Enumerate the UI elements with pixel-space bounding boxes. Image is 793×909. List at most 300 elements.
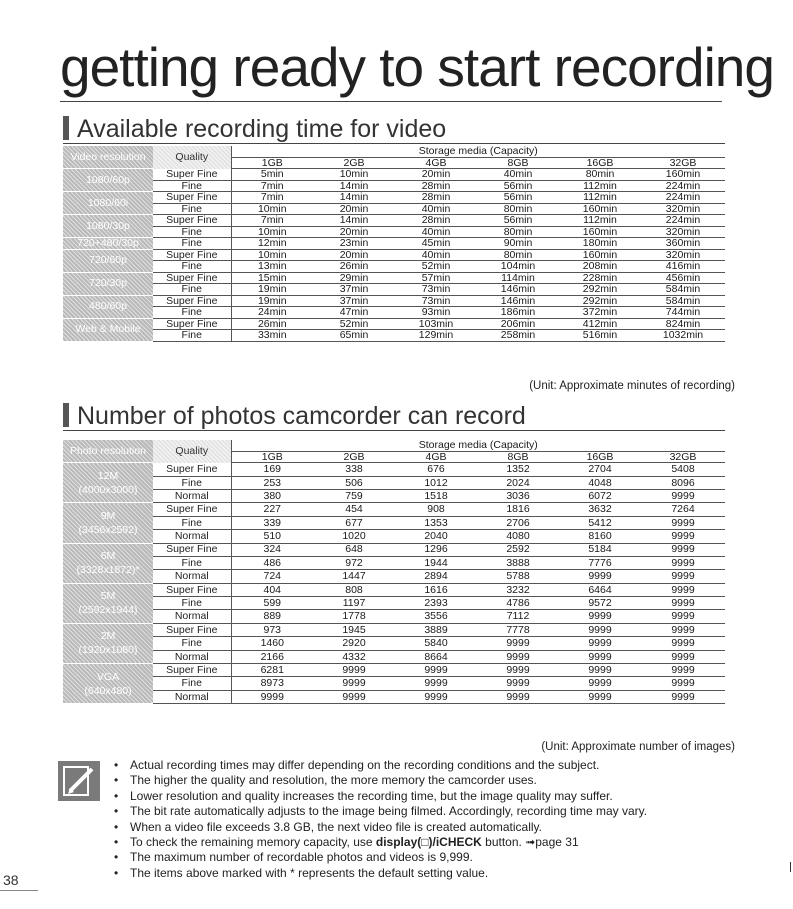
- video-value-cell: 93min: [395, 307, 477, 319]
- photo-quality-cell: Normal: [153, 570, 231, 583]
- video-resolution-cell: [63, 169, 153, 192]
- table-row: [63, 203, 725, 215]
- video-value-cell: 20min: [313, 203, 395, 215]
- photo-value-cell: 9999: [641, 583, 725, 596]
- video-value-cell: 320min: [641, 249, 725, 261]
- video-resolution-label: 1080/30p: [86, 219, 130, 232]
- photo-value-cell: 9999: [641, 690, 725, 703]
- photo-heading-text: Number of photos camcorder can record: [77, 402, 526, 430]
- photo-value-cell: 8973: [231, 677, 313, 690]
- table-row: [63, 623, 725, 636]
- photo-value-cell: 510: [231, 530, 313, 543]
- video-value-cell: 37min: [313, 295, 395, 307]
- table-row: [63, 543, 725, 556]
- video-value-cell: 26min: [231, 318, 313, 330]
- photo-value-cell: 3632: [559, 503, 641, 516]
- table-row: [63, 597, 725, 610]
- video-value-cell: 228min: [559, 272, 641, 284]
- display-icheck-button-label: display(□)/iCHECK: [375, 835, 482, 850]
- video-value-cell: 20min: [313, 249, 395, 261]
- video-value-cell: 146min: [477, 295, 559, 307]
- photo-value-cell: 9999: [559, 623, 641, 636]
- photo-value-cell: 9999: [477, 637, 559, 650]
- photo-value-cell: 9999: [641, 677, 725, 690]
- video-section-heading: [63, 116, 446, 142]
- check-prefix: To check the remaining memory capacity, use: [130, 835, 376, 850]
- video-value-cell: 40min: [477, 169, 559, 181]
- video-value-cell: 412min: [559, 318, 641, 330]
- table-row: [63, 249, 725, 261]
- table-row: [63, 284, 725, 296]
- video-value-cell: 160min: [559, 203, 641, 215]
- photo-resolution-label: 12M: [97, 469, 119, 482]
- photo-resolution-label: 9M: [100, 509, 116, 522]
- photo-quality-cell: Normal: [153, 530, 231, 543]
- video-value-cell: 80min: [477, 203, 559, 215]
- video-resolution-label: 1080/60i: [87, 196, 129, 209]
- photo-value-cell: 1944: [395, 556, 477, 569]
- video-value-cell: 1032min: [641, 330, 725, 342]
- photo-value-cell: 724: [231, 570, 313, 583]
- video-value-cell: 224min: [641, 180, 725, 192]
- video-value-cell: 146min: [477, 284, 559, 296]
- photo-value-cell: 9999: [641, 664, 725, 677]
- video-value-cell: 80min: [559, 169, 641, 181]
- photo-value-cell: 677: [313, 516, 395, 529]
- photo-resolution-label: 5M: [100, 590, 116, 603]
- video-quality-cell: Fine: [153, 284, 231, 296]
- photo-value-cell: 9999: [559, 650, 641, 663]
- photo-value-cell: 889: [231, 610, 313, 623]
- photo-value-cell: 9999: [477, 690, 559, 703]
- video-resolution-cell: [63, 318, 153, 341]
- photo-value-cell: 380: [231, 489, 313, 502]
- video-value-cell: 292min: [559, 284, 641, 296]
- video-quality-cell: Super Fine: [153, 215, 231, 227]
- photo-capacity-header: 8GB: [477, 451, 559, 463]
- photo-value-cell: 404: [231, 583, 313, 596]
- photo-value-cell: 324: [231, 543, 313, 556]
- photo-quality-cell: Normal: [153, 489, 231, 502]
- video-resolution-cell: [63, 238, 153, 250]
- photo-resolution-size: (3456x2592): [78, 523, 138, 536]
- video-value-cell: 103min: [395, 318, 477, 330]
- photo-value-cell: 7778: [477, 623, 559, 636]
- video-value-cell: 112min: [559, 215, 641, 227]
- video-value-cell: 224min: [641, 215, 725, 227]
- photo-value-cell: 169: [231, 463, 313, 476]
- photo-quality-cell: Fine: [153, 476, 231, 489]
- photo-value-cell: 4048: [559, 476, 641, 489]
- video-storage-header: Storage media (Capacity): [231, 146, 725, 157]
- video-value-cell: 24min: [231, 307, 313, 319]
- photo-value-cell: 9999: [641, 637, 725, 650]
- heading-bar: [63, 403, 69, 427]
- photo-capacity-header: 1GB: [231, 451, 313, 463]
- video-value-cell: 56min: [477, 215, 559, 227]
- video-value-cell: 40min: [395, 203, 477, 215]
- video-value-cell: 65min: [313, 330, 395, 342]
- video-value-cell: 28min: [395, 215, 477, 227]
- video-capacity-header: 1GB: [231, 157, 313, 169]
- photo-value-cell: 1353: [395, 516, 477, 529]
- photo-resolution-cell: [63, 463, 153, 503]
- video-section-rule: [63, 143, 725, 144]
- video-value-cell: 14min: [313, 192, 395, 204]
- table-row: [63, 463, 725, 476]
- photo-value-cell: 1296: [395, 543, 477, 556]
- photo-value-cell: 9999: [641, 489, 725, 502]
- video-value-cell: 360min: [641, 238, 725, 250]
- video-value-cell: 47min: [313, 307, 395, 319]
- photo-value-cell: 7776: [559, 556, 641, 569]
- photo-value-cell: 2894: [395, 570, 477, 583]
- video-value-cell: 90min: [477, 238, 559, 250]
- note-item: • When a video file exceeds 3.8 GB, the next video file is created automatically.: [114, 820, 647, 835]
- video-value-cell: 10min: [313, 169, 395, 181]
- photo-resolution-size: (640x480): [84, 684, 132, 697]
- photo-value-cell: 8664: [395, 650, 477, 663]
- video-value-cell: 10min: [231, 203, 313, 215]
- photo-quality-cell: Normal: [153, 650, 231, 663]
- photo-quality-cell: Fine: [153, 677, 231, 690]
- video-unit-note: (Unit: Approximate minutes of recording): [529, 380, 735, 392]
- title-rule: [60, 101, 722, 102]
- photo-value-cell: 5408: [641, 463, 725, 476]
- table-row: [63, 489, 725, 502]
- video-value-cell: 20min: [395, 169, 477, 181]
- photo-value-cell: 9999: [559, 677, 641, 690]
- photo-value-cell: 9999: [559, 664, 641, 677]
- photo-value-cell: 1616: [395, 583, 477, 596]
- photo-quality-cell: Super Fine: [153, 503, 231, 516]
- video-value-cell: 15min: [231, 272, 313, 284]
- photo-value-cell: 973: [231, 623, 313, 636]
- video-value-cell: 112min: [559, 192, 641, 204]
- notes-list: [114, 758, 647, 881]
- photo-value-cell: 6464: [559, 583, 641, 596]
- video-resolution-cell: [63, 272, 153, 295]
- photo-resolution-label: VGA: [96, 670, 120, 683]
- photo-value-cell: 5840: [395, 637, 477, 650]
- photo-value-cell: 9999: [559, 690, 641, 703]
- photo-value-cell: 5184: [559, 543, 641, 556]
- photo-quality-cell: Super Fine: [153, 623, 231, 636]
- video-value-cell: 52min: [395, 261, 477, 273]
- photo-value-cell: 759: [313, 489, 395, 502]
- photo-value-cell: 1518: [395, 489, 477, 502]
- photo-capacity-header: 32GB: [641, 451, 725, 463]
- video-value-cell: 28min: [395, 192, 477, 204]
- photo-resolution-cell: [63, 543, 153, 583]
- video-value-cell: 744min: [641, 307, 725, 319]
- table-row: [63, 664, 725, 677]
- photo-resolution-cell: [63, 664, 153, 704]
- table-row: [63, 690, 725, 703]
- photo-resolution-size: (3328x1872)*: [76, 564, 140, 577]
- video-value-cell: 129min: [395, 330, 477, 342]
- photo-value-cell: 338: [313, 463, 395, 476]
- note-item: • Lower resolution and quality increases the recording time, but the image quality may suffer.: [114, 789, 647, 804]
- video-value-cell: 80min: [477, 249, 559, 261]
- photo-value-cell: 3889: [395, 623, 477, 636]
- video-value-cell: 416min: [641, 261, 725, 273]
- table-row: [63, 583, 725, 596]
- video-value-cell: 206min: [477, 318, 559, 330]
- video-value-cell: 180min: [559, 238, 641, 250]
- table-row: [63, 318, 725, 330]
- video-value-cell: 45min: [395, 238, 477, 250]
- photo-value-cell: 9999: [559, 610, 641, 623]
- check-suffix: button. ➟page 31: [481, 835, 579, 850]
- video-value-cell: 7min: [231, 192, 313, 204]
- photo-value-cell: 7264: [641, 503, 725, 516]
- photo-value-cell: 8160: [559, 530, 641, 543]
- photo-quality-cell: Fine: [153, 597, 231, 610]
- video-value-cell: 19min: [231, 295, 313, 307]
- photo-value-cell: 1197: [313, 597, 395, 610]
- table-row: [63, 169, 725, 181]
- video-value-cell: 320min: [641, 203, 725, 215]
- video-quality-cell: Super Fine: [153, 192, 231, 204]
- video-resolution-label: 720/30p: [89, 277, 127, 290]
- video-value-cell: 224min: [641, 192, 725, 204]
- video-resolution-cell: [63, 295, 153, 318]
- photo-value-cell: 9999: [477, 664, 559, 677]
- video-quality-cell: Super Fine: [153, 169, 231, 181]
- table-row: [63, 570, 725, 583]
- photo-value-cell: 3232: [477, 583, 559, 596]
- photo-value-cell: 3888: [477, 556, 559, 569]
- video-value-cell: 14min: [313, 215, 395, 227]
- video-value-cell: 160min: [559, 226, 641, 238]
- photo-unit-note: (Unit: Approximate number of images): [541, 741, 735, 753]
- page-rule: [0, 890, 38, 891]
- video-resolution-cell: [63, 249, 153, 272]
- photo-value-cell: 9999: [641, 650, 725, 663]
- video-value-cell: 186min: [477, 307, 559, 319]
- table-row: [63, 307, 725, 319]
- video-value-cell: 10min: [231, 226, 313, 238]
- photo-value-cell: 9999: [559, 637, 641, 650]
- video-capacity-header: 2GB: [313, 157, 395, 169]
- photo-value-cell: 2592: [477, 543, 559, 556]
- photo-value-cell: 2920: [313, 637, 395, 650]
- video-value-cell: 824min: [641, 318, 725, 330]
- video-value-cell: 40min: [395, 226, 477, 238]
- video-value-cell: 292min: [559, 295, 641, 307]
- video-resolution-cell: [63, 192, 153, 215]
- photo-value-cell: 4332: [313, 650, 395, 663]
- video-quality-cell: Fine: [153, 226, 231, 238]
- table-row: [63, 556, 725, 569]
- photo-value-cell: 2704: [559, 463, 641, 476]
- photo-value-cell: 486: [231, 556, 313, 569]
- photo-quality-cell: Fine: [153, 556, 231, 569]
- photo-value-cell: 2706: [477, 516, 559, 529]
- photo-value-cell: 7112: [477, 610, 559, 623]
- photo-resolution-label: 6M: [100, 550, 116, 563]
- video-value-cell: 26min: [313, 261, 395, 273]
- video-value-cell: 23min: [313, 238, 395, 250]
- photo-section-rule: [63, 430, 725, 431]
- photo-value-cell: 676: [395, 463, 477, 476]
- video-value-cell: 13min: [231, 261, 313, 273]
- photo-value-cell: 2393: [395, 597, 477, 610]
- table-row: [63, 192, 725, 204]
- video-value-cell: 73min: [395, 295, 477, 307]
- video-value-cell: 19min: [231, 284, 313, 296]
- photo-value-cell: 9999: [313, 664, 395, 677]
- photo-value-cell: 9999: [641, 530, 725, 543]
- video-value-cell: 20min: [313, 226, 395, 238]
- table-row: [63, 650, 725, 663]
- photo-value-cell: 253: [231, 476, 313, 489]
- photo-value-cell: 6281: [231, 664, 313, 677]
- photo-capacity-header: 2GB: [313, 451, 395, 463]
- table-row: [63, 180, 725, 192]
- photo-capacity-header: 4GB: [395, 451, 477, 463]
- video-resolution-label: 1080/60p: [86, 173, 130, 186]
- note-item: • The items above marked with * represents the default setting value.: [114, 866, 647, 881]
- video-value-cell: 320min: [641, 226, 725, 238]
- video-quality-cell: Super Fine: [153, 318, 231, 330]
- photo-quality-cell: Normal: [153, 610, 231, 623]
- video-quality-cell: Super Fine: [153, 249, 231, 261]
- video-recording-table: [63, 146, 725, 342]
- photo-value-cell: 3036: [477, 489, 559, 502]
- video-value-cell: 372min: [559, 307, 641, 319]
- video-value-cell: 12min: [231, 238, 313, 250]
- video-value-cell: 57min: [395, 272, 477, 284]
- photo-value-cell: 339: [231, 516, 313, 529]
- video-capacity-header: 32GB: [641, 157, 725, 169]
- video-value-cell: 37min: [313, 284, 395, 296]
- video-quality-cell: Super Fine: [153, 295, 231, 307]
- note-item: • The higher the quality and resolution, the more memory the camcorder uses.: [114, 773, 647, 788]
- photo-value-cell: 9999: [395, 690, 477, 703]
- video-value-cell: 29min: [313, 272, 395, 284]
- video-quality-cell: Super Fine: [153, 272, 231, 284]
- table-row: [63, 215, 725, 227]
- photo-value-cell: 227: [231, 503, 313, 516]
- video-quality-header: Quality: [153, 146, 231, 169]
- photo-resolution-header: Photo resolution: [63, 440, 153, 463]
- photo-value-cell: 9999: [231, 690, 313, 703]
- video-resolution-cell: [63, 215, 153, 238]
- table-row: [63, 476, 725, 489]
- video-value-cell: 56min: [477, 180, 559, 192]
- photo-count-table: [63, 440, 725, 704]
- photo-value-cell: 9999: [641, 516, 725, 529]
- note-item: • The maximum number of recordable photos and videos is 9,999.: [114, 850, 647, 865]
- photo-value-cell: 3556: [395, 610, 477, 623]
- photo-value-cell: 9999: [641, 543, 725, 556]
- photo-value-cell: 9999: [395, 677, 477, 690]
- video-quality-cell: Fine: [153, 203, 231, 215]
- photo-resolution-cell: [63, 583, 153, 623]
- photo-resolution-size: (4000x3000): [78, 483, 138, 496]
- video-value-cell: 104min: [477, 261, 559, 273]
- photo-quality-cell: Super Fine: [153, 583, 231, 596]
- video-value-cell: 28min: [395, 180, 477, 192]
- video-quality-cell: Fine: [153, 261, 231, 273]
- video-resolution-label: 720+480/30p: [77, 237, 139, 250]
- photo-quality-header: Quality: [153, 440, 231, 463]
- video-value-cell: 112min: [559, 180, 641, 192]
- photo-quality-cell: Super Fine: [153, 543, 231, 556]
- video-value-cell: 456min: [641, 272, 725, 284]
- photo-value-cell: 9999: [641, 610, 725, 623]
- video-resolution-label: Web & Mobile: [75, 323, 141, 336]
- photo-value-cell: 9999: [641, 597, 725, 610]
- photo-value-cell: 9999: [641, 623, 725, 636]
- table-row: [63, 503, 725, 516]
- note-item: • The bit rate automatically adjusts to the image being filmed. Accordingly, recording time may vary.: [114, 804, 647, 819]
- video-resolution-header: Video resolution: [63, 146, 153, 169]
- video-value-cell: 10min: [231, 249, 313, 261]
- table-row: [63, 637, 725, 650]
- photo-resolution-label: 2M: [100, 630, 116, 643]
- photo-value-cell: 2024: [477, 476, 559, 489]
- photo-quality-cell: Super Fine: [153, 463, 231, 476]
- video-value-cell: 258min: [477, 330, 559, 342]
- note-item-check: [114, 835, 647, 850]
- video-value-cell: 5min: [231, 169, 313, 181]
- photo-quality-cell: Super Fine: [153, 664, 231, 677]
- video-value-cell: 584min: [641, 284, 725, 296]
- video-value-cell: 52min: [313, 318, 395, 330]
- photo-capacity-header: 16GB: [559, 451, 641, 463]
- video-value-cell: 160min: [641, 169, 725, 181]
- video-resolution-label: 720/60p: [89, 254, 127, 267]
- table-row: [63, 516, 725, 529]
- photo-value-cell: 9999: [477, 677, 559, 690]
- photo-value-cell: 2166: [231, 650, 313, 663]
- photo-quality-cell: Fine: [153, 637, 231, 650]
- video-value-cell: 7min: [231, 180, 313, 192]
- video-value-cell: 40min: [395, 249, 477, 261]
- photo-section-heading: [63, 403, 526, 429]
- photo-resolution-size: (2592x1944): [78, 604, 138, 617]
- photo-value-cell: 506: [313, 476, 395, 489]
- page-title: getting ready to start recording: [60, 36, 774, 98]
- photo-value-cell: 4080: [477, 530, 559, 543]
- video-capacity-header: 16GB: [559, 157, 641, 169]
- photo-value-cell: 808: [313, 583, 395, 596]
- photo-value-cell: 1778: [313, 610, 395, 623]
- table-row: [63, 238, 725, 250]
- photo-value-cell: 908: [395, 503, 477, 516]
- photo-resolution-cell: [63, 503, 153, 543]
- photo-value-cell: 1020: [313, 530, 395, 543]
- photo-value-cell: 1460: [231, 637, 313, 650]
- video-quality-cell: Fine: [153, 307, 231, 319]
- video-value-cell: 584min: [641, 295, 725, 307]
- photo-quality-cell: Normal: [153, 690, 231, 703]
- video-heading-text: Available recording time for video: [77, 115, 447, 143]
- note-pencil-icon: [58, 761, 100, 801]
- page-number: 38: [3, 872, 19, 888]
- photo-value-cell: 454: [313, 503, 395, 516]
- photo-quality-cell: Fine: [153, 516, 231, 529]
- photo-value-cell: 1945: [313, 623, 395, 636]
- photo-value-cell: 2040: [395, 530, 477, 543]
- margin-tick: [790, 862, 791, 872]
- photo-value-cell: 9999: [559, 570, 641, 583]
- note-item: • Actual recording times may differ depending on the recording conditions and the subject.: [114, 758, 647, 773]
- video-value-cell: 14min: [313, 180, 395, 192]
